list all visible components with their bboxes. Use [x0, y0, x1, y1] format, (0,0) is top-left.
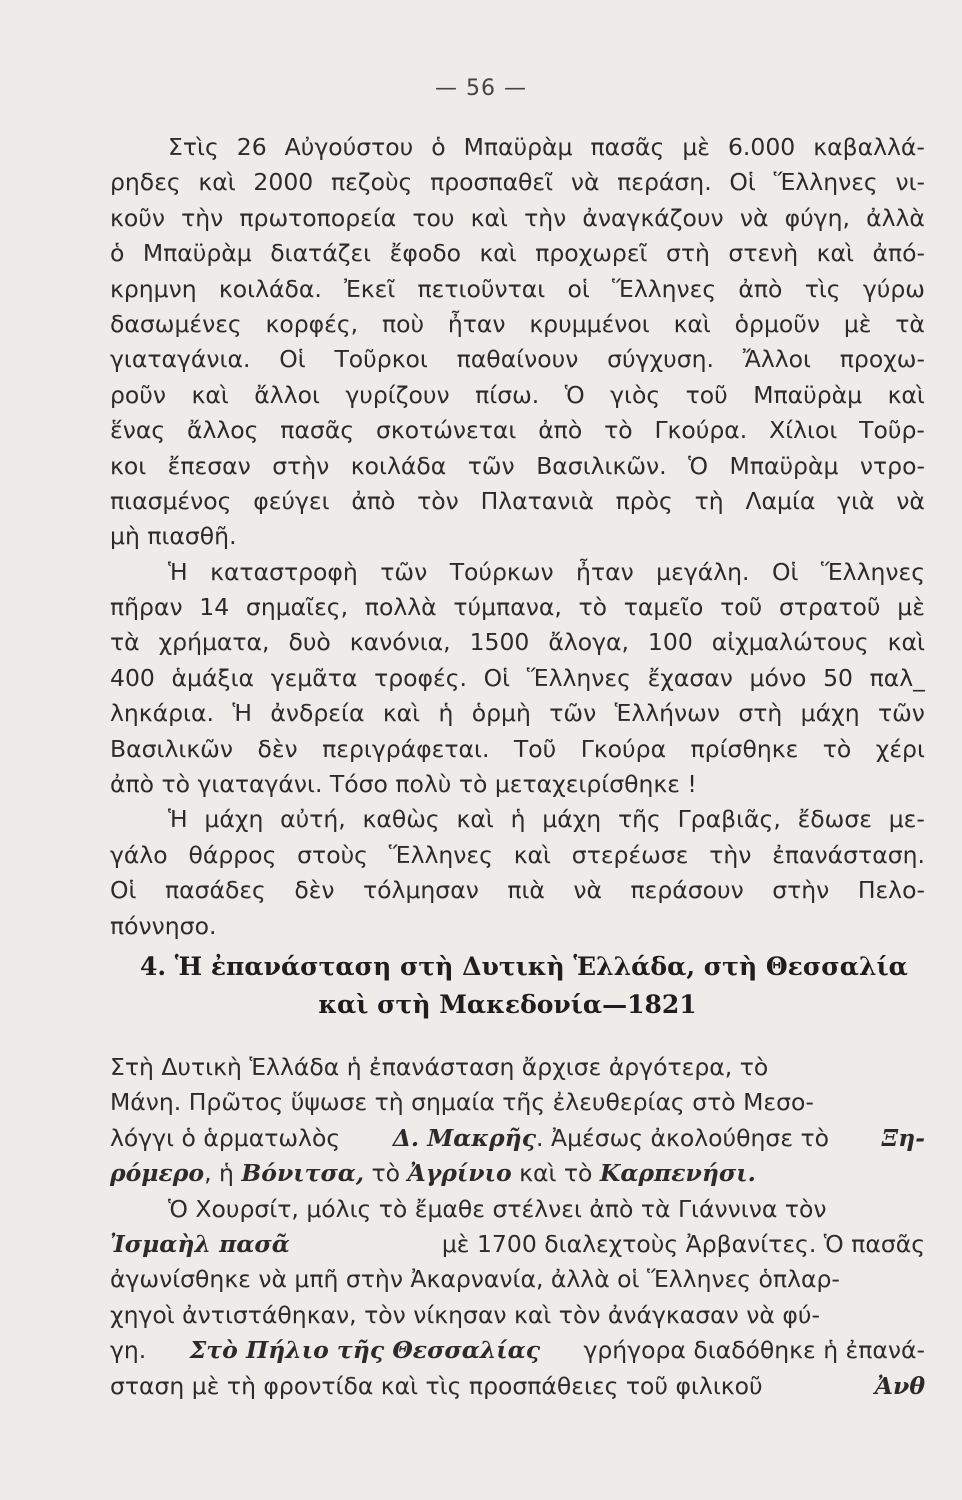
word: τύμπανα, — [453, 593, 562, 622]
word: του — [412, 203, 455, 232]
word: ἄλογα, — [548, 628, 629, 657]
text-span: Στὴ Δυτικὴ Ἑλλάδα ἡ ἐπανάσταση ἄρχισε ἀργότερα, τὸ — [110, 1053, 769, 1081]
text-line — [110, 484, 925, 519]
text-line — [110, 732, 925, 767]
word: τῶν — [549, 699, 597, 728]
word: ὁ — [110, 239, 125, 268]
emphasis-place: Ξη- — [881, 1123, 925, 1152]
word: Ἡ — [168, 805, 188, 834]
word: πιὰ — [507, 876, 545, 905]
word: μεγάλη. — [656, 557, 750, 586]
word: γιὸς — [610, 380, 661, 409]
word: τῶν — [380, 557, 428, 586]
text-span: μὴ πιασθῆ. — [110, 522, 237, 551]
word: ἀπό- — [872, 239, 925, 268]
word: ἄλλοι — [254, 380, 320, 409]
emphasis-place: Καρπενήσι. — [599, 1159, 756, 1188]
word: τὴν — [181, 203, 224, 232]
word: Οἱ — [110, 876, 137, 905]
word: γάλο — [110, 840, 168, 869]
text-line — [110, 1192, 925, 1227]
word: Αὐγούστου — [284, 133, 414, 161]
word: γεμᾶτα — [270, 663, 358, 692]
word: τὸ — [604, 416, 633, 445]
word: 1500 — [469, 628, 530, 657]
word: ἀλλὰ — [866, 203, 925, 232]
word: διατάζει — [270, 239, 372, 268]
word: πίσω. — [475, 380, 540, 409]
word: Στὶς — [168, 133, 219, 161]
word: τῶν — [467, 451, 515, 480]
word: τοῦ — [720, 593, 763, 622]
word: 100 — [647, 628, 693, 657]
word: κοι — [110, 451, 147, 480]
word: πολλὰ — [364, 593, 437, 622]
word: πῆραν — [110, 593, 183, 622]
word: τὴ — [694, 486, 724, 515]
word: ταμεῖο — [623, 593, 704, 622]
text-line — [110, 1085, 925, 1120]
word: ἄλλος — [186, 416, 259, 445]
word: νὰ — [739, 203, 769, 232]
word: πρὸς — [615, 486, 673, 515]
word: δυὸ — [288, 628, 331, 657]
word: γιὰ — [837, 486, 875, 515]
text-span: ἀγωνίσθηκε νὰ μπῆ στὴν Ἀκαρνανία, ἀλλὰ οἱ Ἕλληνες ὁπλαρ- — [110, 1265, 840, 1294]
word: στερέωσε — [571, 840, 689, 869]
word: Τοῦ — [513, 734, 557, 763]
word: ληκάρια. — [110, 699, 214, 728]
word: γυρίζουν — [345, 380, 450, 409]
word: ἐπανάσταση. — [772, 840, 925, 869]
word: τὴν — [524, 203, 567, 232]
text-line — [110, 236, 925, 271]
word: κοιλάδα — [350, 451, 447, 480]
word: προσπαθεῖ — [430, 168, 554, 197]
word: Βασιλικῶν. — [536, 451, 667, 480]
word: τὰ — [110, 628, 140, 657]
word: ἔπεσαν — [167, 451, 251, 480]
emphasis-place: Ἀγρίνιο — [407, 1159, 512, 1188]
word: ἔδωσε — [797, 805, 872, 834]
word: Μπαϋρὰμ — [142, 239, 252, 268]
word: καὶ — [470, 203, 508, 232]
word: μάχη — [800, 699, 860, 728]
word: σύγχυση. — [607, 345, 714, 374]
word: Γραβιᾶς, — [677, 805, 781, 834]
text-line — [110, 342, 925, 377]
word: 14 — [199, 593, 230, 622]
word: τὶς — [804, 274, 841, 303]
word: πιασμένος — [110, 486, 232, 515]
text-span: τὸ — [371, 1159, 401, 1188]
word: ἡ — [510, 805, 526, 834]
text-line — [110, 1156, 925, 1191]
word: καβαλλά- — [813, 133, 925, 161]
word: κοῦν — [110, 203, 165, 232]
word: Ἕλληνες — [612, 274, 717, 303]
emphasis-place: Στὸ Πήλιο τῆς Θεσσαλίας — [189, 1336, 541, 1365]
word: ἔφοδο — [389, 239, 461, 268]
word: Ἕλληνες — [773, 168, 878, 197]
word: κρημνη — [110, 274, 197, 303]
word: Ἑλλήνων — [614, 699, 720, 728]
word: τῶν — [877, 699, 925, 728]
text-line — [110, 1298, 925, 1333]
text-line — [110, 625, 925, 660]
word: αὐτή, — [280, 805, 346, 834]
text-line — [110, 838, 925, 873]
word: χέρι — [875, 734, 925, 763]
word: 50 — [823, 663, 853, 692]
text-span: γρήγορα διαδόθηκε ἡ ἐπανά- — [583, 1336, 925, 1365]
word: ντρο- — [859, 451, 925, 480]
word: πασάδες — [164, 876, 266, 905]
word: κοιλάδα. — [218, 274, 322, 303]
word: στὴ — [738, 699, 783, 728]
word: τόλμησαν — [363, 876, 479, 905]
word: καὶ — [816, 239, 854, 268]
word: 26 — [236, 133, 267, 161]
text-line — [110, 1262, 925, 1297]
word: Χίλιοι — [769, 416, 838, 445]
word: περιγράφεται. — [322, 734, 490, 763]
word: καθὼς — [362, 805, 440, 834]
word: πρωτοπορεία — [239, 203, 397, 232]
word: νι- — [895, 168, 925, 197]
word: Ἐκεῖ — [344, 274, 396, 303]
word: δασωμένες — [110, 309, 242, 338]
word: Ἄλλοι — [742, 345, 811, 374]
text-line — [110, 873, 925, 908]
word: Μπαϋρὰμ — [463, 133, 573, 161]
word: ἁμάξια — [171, 663, 255, 692]
word: Οἱ — [279, 345, 306, 374]
word: τὸ — [822, 734, 852, 763]
word: πρίσθηκε — [690, 734, 799, 763]
word: καὶ — [191, 380, 229, 409]
word: Οἱ — [483, 663, 511, 692]
word: μὲ — [897, 593, 925, 622]
word: στὴ — [666, 239, 710, 268]
text-span: ἀπὸ τὸ γιαταγάνι. Τόσο πολὺ τὸ μεταχειρίσθηκε ! — [110, 770, 697, 799]
text-line — [110, 1121, 925, 1156]
word: σκοτώνεται — [375, 416, 517, 445]
word: καὶ — [479, 239, 517, 268]
word: δὲν — [257, 734, 298, 763]
word: φεύγει — [253, 486, 330, 515]
word: Τοῦρ- — [859, 416, 925, 445]
word: Ὁ — [688, 451, 709, 480]
text-line — [110, 307, 925, 342]
word: τροφές. — [374, 663, 467, 692]
text-span: . Ἀμέσως ἀκολούθησε τὸ — [536, 1123, 830, 1152]
word: ἀπὸ — [738, 274, 783, 303]
word: παθαίνουν — [456, 345, 579, 374]
word: 400 — [110, 663, 155, 692]
word: τοῦ — [685, 380, 728, 409]
heading-line-2: καὶ στὴ Μακεδονία—1821 — [318, 990, 697, 1019]
body-text-section-1 — [110, 130, 925, 944]
word: πετιοῦνται — [417, 274, 546, 303]
emphasis-place: ρόμερο — [110, 1159, 205, 1188]
word: καὶ — [382, 699, 421, 728]
word: Ἡ — [168, 557, 188, 586]
word: Ἕλληνες — [388, 840, 493, 869]
text-line — [110, 696, 925, 731]
word: Λαμία — [745, 486, 816, 515]
word: προχωρεῖ — [535, 239, 648, 268]
text-span: Ὁ Χουρσίτ, μόλις τὸ ἔμαθε στέλνει ἀπὸ τὰ Γιάννινα τὸν — [168, 1194, 827, 1223]
emphasis-name: Ἀνθ — [874, 1371, 925, 1400]
word: δὲν — [294, 876, 335, 905]
word: ὁρμὴ — [471, 699, 531, 728]
word: τὸ — [578, 593, 608, 622]
word: Πλατανιὰ — [480, 486, 594, 515]
word: στὴν — [272, 451, 330, 480]
word: τὸν — [417, 486, 459, 515]
word: στενὴ — [728, 239, 799, 268]
emphasis-name: Ἰσμαὴλ πασᾶ — [110, 1229, 290, 1258]
word: Πελο- — [857, 876, 925, 905]
word: καὶ — [513, 840, 551, 869]
word: μόνο — [749, 663, 807, 692]
word: θάρρος — [188, 840, 277, 869]
word: Τούρκων — [449, 557, 554, 586]
text-line — [110, 378, 925, 413]
word: κανόνια, — [349, 628, 451, 657]
body-text-section-2 — [110, 1050, 925, 1404]
word: νὰ — [896, 486, 925, 515]
word: Ἡ — [232, 699, 252, 728]
word: πεζοὺς — [330, 168, 413, 197]
text-line — [110, 555, 925, 590]
text-span: πόννησο. — [110, 911, 217, 940]
word: καὶ — [887, 380, 925, 409]
word: καταστροφὴ — [210, 557, 358, 586]
word: κορφές, — [265, 309, 359, 338]
word: φύγη, — [784, 203, 850, 232]
word: μάχη — [542, 805, 602, 834]
text-line — [110, 767, 925, 802]
word: με- — [888, 805, 925, 834]
word: ἦταν — [576, 557, 634, 586]
text-line — [110, 201, 925, 236]
text-line — [110, 519, 925, 554]
word: Οἱ — [729, 168, 756, 197]
text-span: καὶ τὸ — [519, 1159, 593, 1188]
word: στρατοῦ — [778, 593, 881, 622]
word: ἀνδρεία — [270, 699, 365, 728]
text-span: χηγοὶ ἀντιστάθηκαν, τὸν νίκησαν καὶ τὸν ἀνάγκασαν νὰ φύ- — [110, 1300, 820, 1329]
word: τὴν — [709, 840, 752, 869]
word: περάση. — [617, 168, 712, 197]
word: Ἕλληνες — [820, 557, 925, 586]
word: 2000 — [253, 168, 314, 197]
text-line — [110, 449, 925, 484]
word: πασᾶς — [280, 416, 355, 445]
text-line — [110, 1369, 925, 1404]
word: Οἱ — [771, 557, 799, 586]
word: Γκούρα — [580, 734, 667, 763]
word: 6.000 — [727, 133, 796, 161]
word: Μπαϋρὰμ — [753, 380, 863, 409]
word: κρυμμένοι — [529, 309, 650, 338]
text-span: , ἡ — [204, 1159, 234, 1188]
word: στοὺς — [297, 840, 368, 869]
word: καὶ — [887, 628, 925, 657]
text-line — [110, 661, 925, 696]
word: ὁ — [431, 133, 446, 161]
text-line — [110, 1050, 925, 1085]
word: πασᾶς — [590, 133, 665, 161]
word: στὴν — [772, 876, 830, 905]
word: παλ_ — [869, 663, 925, 692]
text-line — [110, 130, 925, 165]
word: μὲ — [682, 133, 710, 161]
word: ἦταν — [447, 309, 506, 338]
text-span: λόγγι ὁ ἁρματωλὸς — [110, 1123, 341, 1152]
word: νὰ — [573, 876, 603, 905]
word: ρηδες — [110, 168, 181, 197]
word: καὶ — [198, 168, 236, 197]
text-span: σταση μὲ τὴ φροντίδα καὶ τὶς προσπάθειες τοῦ φιλικοῦ — [110, 1371, 763, 1400]
word: καὶ — [456, 805, 494, 834]
word: σημαῖες, — [245, 593, 349, 622]
text-line — [110, 272, 925, 307]
text-line — [110, 1227, 925, 1262]
word: Γκούρα. — [654, 416, 748, 445]
emphasis-place: Βόνιτσα, — [241, 1159, 365, 1188]
text-line — [110, 1333, 925, 1368]
word: Ὁ — [564, 380, 585, 409]
word: τὰ — [895, 309, 925, 338]
word: ἀπὸ — [538, 416, 583, 445]
text-line — [110, 590, 925, 625]
text-line — [110, 909, 925, 944]
word: Βασιλικῶν — [110, 734, 233, 763]
text-span: μὲ 1700 διαλεχτοὺς Ἀρβανίτες. Ὁ πασᾶς — [441, 1229, 925, 1258]
word: ἕνας — [110, 416, 166, 445]
word: Ἕλληνες — [526, 663, 631, 692]
word: προχω- — [839, 345, 925, 374]
word: μάχη — [204, 805, 264, 834]
word: ποὺ — [381, 309, 425, 338]
page-number: — 56 — — [435, 76, 527, 101]
text-line — [110, 802, 925, 837]
emphasis-name: Δ. Μακρῆς — [392, 1123, 537, 1152]
word: καὶ — [673, 309, 711, 338]
word: ἀπὸ — [351, 486, 396, 515]
word: τῆς — [617, 805, 661, 834]
word: Τοῦρκοι — [334, 345, 428, 374]
word: ὁρμοῦν — [734, 309, 821, 338]
word: αἰχμαλώτους — [711, 628, 869, 657]
text-line — [110, 413, 925, 448]
text-span: γη. — [110, 1336, 147, 1365]
text-span: Μάνη. Πρῶτος ὕψωσε τὴ σημαία τῆς ἐλευθερίας στὸ Μεσο- — [110, 1088, 814, 1117]
text-line — [110, 165, 925, 200]
word: γιαταγάνια. — [110, 345, 251, 374]
word: ἔχασαν — [647, 663, 733, 692]
word: ἡ — [438, 699, 454, 728]
word: χρήματα, — [158, 628, 270, 657]
word: γύρω — [862, 274, 925, 303]
word: νὰ — [570, 168, 600, 197]
heading-line-1: 4. Ἡ ἐπανάσταση στὴ Δυτικὴ Ἑλλάδα, στὴ Θεσσαλία — [140, 952, 908, 981]
section-heading — [110, 948, 925, 1024]
word: ροῦν — [110, 380, 167, 409]
word: μὲ — [843, 309, 872, 338]
word: οἱ — [567, 274, 590, 303]
word: περάσουν — [630, 876, 744, 905]
word: Μπαϋρὰμ — [729, 451, 839, 480]
word: ἀναγκάζουν — [582, 203, 724, 232]
